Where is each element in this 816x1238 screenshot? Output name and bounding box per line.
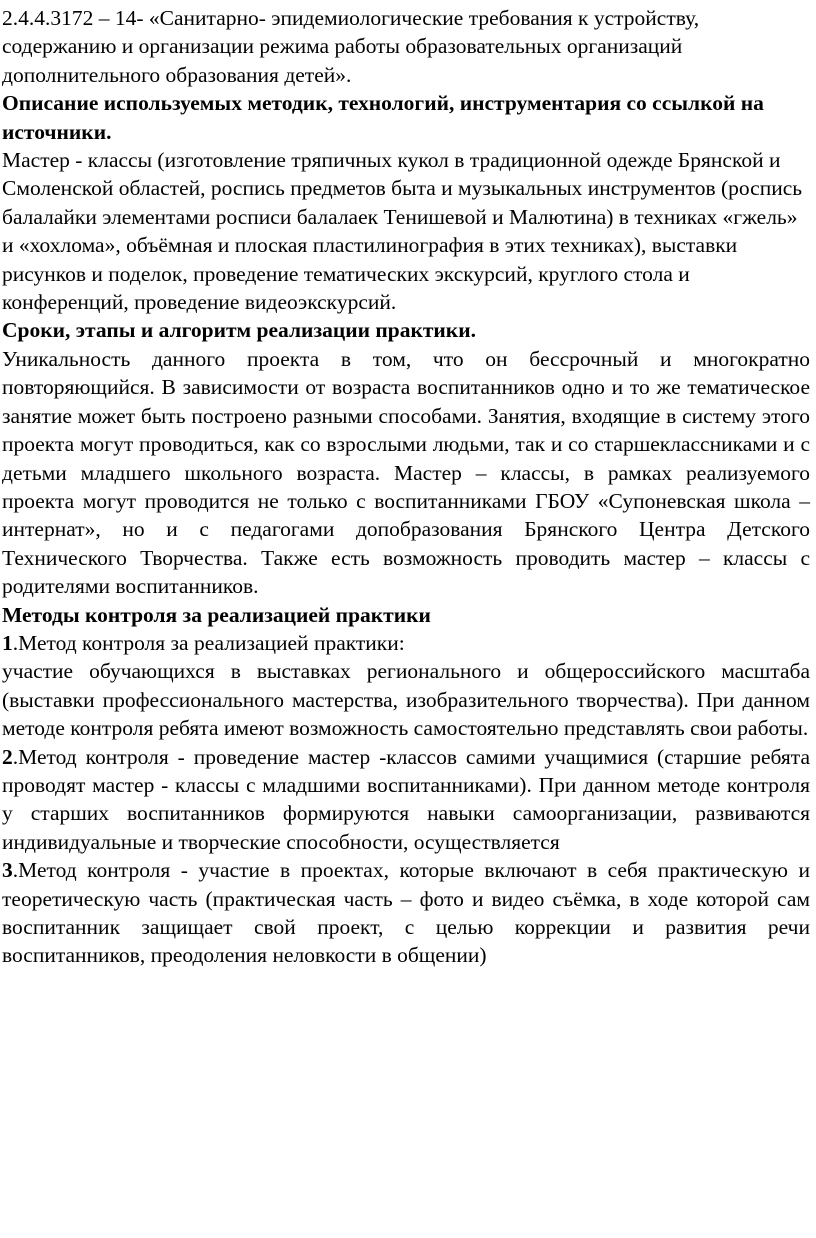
stages-paragraph: Уникальность данного проекта в том, что он бессрочный и многократно повторяющийся. В зависимости от возраста воспитанников одно и то же тематическое занятие может быть построено разными способами. Занятия, входящие в систему этого проекта могут проводиться, как со взрослыми людьми, так и со старшеклассниками и с детьми младшего школьного возраста. Мастер – классы, в рамках реализуемого проекта могут проводится не только с воспитанниками ГБОУ «Супоневская школа – интернат», но и с педагогами допобразования Брянского Центра Детского Технического Творчества. Также есть возможность проводить мастер – классы с родителями воспитанников. [2,346,810,599]
control-item-1-body: участие обучающихся в выставках регионального и общероссийского масштаба (выставки профессионального мастерства, изобразительного творчества). При данном методе контроля ребята имеют возможность самостоятельно представлять свои работы. [2,659,810,741]
stages-heading: Сроки, этапы и алгоритм реализации практики. [2,318,476,343]
control-heading: Методы контроля за реализацией практики [2,602,431,627]
control-item-2-number: 2 [2,744,13,769]
control-item-1-title [2,629,810,657]
control-item-2-text: .Метод контроля - проведение мастер -классов самими учащимися (старшие ребята проводят мастер - классы с младшими воспитанниками). При данном методе контроля у старших воспитанников формируются навыки самоорганизации, развиваются индивидуальные и творческие способности, осуществляется [2,744,810,854]
control-item-1-title-text: .Метод контроля за реализацией практики: [12,630,405,655]
methods-paragraph: Мастер - классы (изготовление тряпичных кукол в традиционной одежде Брянской и Смоленской областей, роспись предметов быта и музыкальных инструментов (роспись балалайки элементами росписи балалаек Тенишевой и Малютина) в техниках «гжель» и «хохлома», объёмная и плоская пластилинография в этих техниках), выставки рисунков и поделок, проведение тематических экскурсий, круглого стола и конференций, проведение видеоэкскурсий. [2,148,803,315]
intro-paragraph: 2.4.4.3172 – 14- «Санитарно- эпидемиологические требования к устройству, содержанию и организации режима работы образовательных организаций дополнительного образования детей». [2,6,700,87]
control-item-3-text: .Метод контроля - участие в проектах, которые включают в себя практическую и теоретическую часть (практическая часть – фото и видео съёмка, в ходе которой сам воспитанник защищает свой проект, с целью коррекции и развития речи воспитанников, преодоления неловкости в общении) [2,858,810,968]
control-item-3 [2,856,810,970]
control-item-2 [2,743,810,857]
control-item-1-number: 1 [2,630,13,655]
document-page [2,4,810,970]
control-item-3-number: 3 [2,858,13,883]
methods-heading: Описание используемых методик, технологий, инструментария со ссылкой на источники. [2,91,764,144]
